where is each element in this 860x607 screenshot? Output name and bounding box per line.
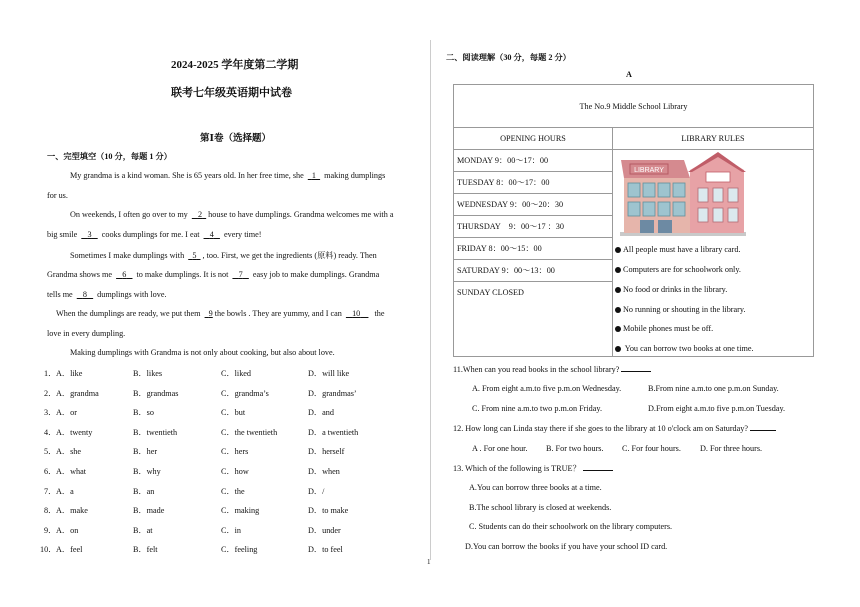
rule-item: Mobile phones must be off. [615,324,713,333]
option-number: 10． [40,545,57,555]
option-choice-b: B．likes [133,369,163,378]
hours-row: WEDNESDAY 9：00～20：30 [454,194,613,216]
question-13: 13. Which of the following is TRUE？ [453,463,613,474]
option-number: 3． [44,408,57,418]
passage-line: Making dumplings with Grandma is not only about cooking, but also about love. [70,348,335,357]
option-choice-d: D．to feel [308,545,343,555]
option-choice-d: D．will like [308,369,350,378]
option-choice-c: C．grandma’s [221,388,269,398]
option-choice-c: C．how [221,467,249,476]
passage-line: When the dumplings are ready, we put them 9 the bowls . They are yummy, and I can 10 the [56,309,385,318]
option-choice-a: A．on [56,525,79,535]
option-number: 5． [44,447,57,457]
option-choice-b: B．at [133,525,153,535]
option-choice-c: C．in [221,525,242,535]
option-choice-b: B．why [133,467,161,476]
hours-row: SATURDAY 9：00～13：00 [454,260,613,282]
option-choice-a: A．grandma [56,388,99,398]
hours-row: TUESDAY 8：00～17：00 [454,172,613,194]
option: C. Students can do their schoolwork on the library computers. [469,522,673,531]
library-building-illustration [618,150,748,238]
option-choice-b: B．grandmas [133,388,179,398]
bullet-icon [615,267,621,273]
option-choice-a: A．twenty [56,427,93,437]
exam-title: 联考七年级英语期中试卷 [171,87,292,99]
passage-line: On weekends, I often go over to my 2 house to have dumplings. Grandma welcomes me with a [70,210,394,219]
hours-row: SUNDAY CLOSED [454,282,613,357]
option-choice-d: D．a twentieth [308,427,359,437]
passage-line: Grandma shows me 6 to make dumplings. It is not 7 easy job to make dumplings. Grandma [47,270,380,279]
option-choice-d: D．grandmas’ [308,388,357,398]
option-choice-b: B．made [133,506,165,516]
option-choice-a: A．what [56,467,87,476]
volume-title: 第Ⅰ卷（选择题） [200,134,271,144]
blank-9: 9 [208,309,213,318]
bullet-icon [615,287,621,293]
part-label: A [626,70,632,79]
option-number: 6． [44,467,57,476]
option-number: 9． [44,525,57,535]
blank-3: 3 [87,230,92,239]
option-choice-d: D．and [308,408,334,418]
rule-item: Computers are for schoolwork only. [615,265,741,274]
option-choice-d: D．when [308,467,340,476]
option: D.From eight a.m.to five p.m.on Tuesday. [648,404,786,413]
option-choice-d: D．/ [308,486,325,496]
option-choice-c: C．making [221,506,260,516]
option: A. From eight a.m.to five p.m.on Wednesday. [472,384,622,393]
option-choice-a: A．she [56,447,82,457]
bullet-icon [615,247,621,253]
option-choice-b: B．an [133,486,155,496]
blank-1: 1 [311,171,316,180]
option-number: 2． [44,388,57,398]
page-number: 1 [427,558,431,566]
section1-heading: 一、完型填空（10 分，每题 1 分） [47,152,172,161]
option-choice-d: D．to make [308,506,349,516]
option: B. For two hours. [546,444,604,453]
option-choice-a: A．like [56,369,83,378]
option-choice-a: A．make [56,506,88,516]
rule-item: No food or drinks in the library. [615,285,727,294]
blank-2: 2 [197,210,203,219]
option-choice-c: C．the [221,486,245,496]
option: D.You can borrow the books if you have your school ID card. [465,542,668,551]
option-choice-d: D．under [308,525,341,535]
passage-line: My grandma is a kind woman. She is 65 years old. In her free time, she 1 making dumplings [70,171,386,180]
library-sign: LIBRARY [634,167,664,174]
option-number: 1． [44,369,57,378]
option: D. For three hours. [700,444,763,453]
hours-row: THURSDAY 9：00～17 ：30 [454,216,613,238]
hours-row: MONDAY 9：00～17：00 [454,150,613,172]
blank-4: 4 [209,230,214,239]
option-number: 8． [44,506,57,516]
bullet-icon [615,307,621,313]
blank-6: 6 [122,270,127,279]
option-choice-c: C．but [221,408,246,418]
option: B.From nine a.m.to one p.m.on Sunday. [648,384,779,393]
blank-8: 8 [82,290,87,299]
hours-row: FRIDAY 8：00～15：00 [454,238,613,260]
option-choice-c: C．hers [221,447,249,457]
option-choice-c: C．liked [221,369,252,378]
passage-line: love in every dumpling. [47,329,126,338]
option: C. For four hours. [622,444,681,453]
section2-heading: 二、阅读理解（30 分，每题 2 分） [446,53,571,62]
passage-line: for us. [47,191,68,200]
table-title: The No.9 Middle School Library [454,85,814,128]
rule-item: All people must have a library card. [615,245,741,254]
option-choice-b: B．her [133,447,158,457]
question-11: 11.When can you read books in the school library? [453,365,651,374]
option-choice-a: A．or [56,408,77,418]
passage-line: big smile 3 cooks dumplings for me. I eat 4 every time! [47,230,262,239]
option-number: 4． [44,427,57,437]
col-library-rules: LIBRARY RULES [613,128,814,150]
col-opening-hours: OPENING HOURS [454,128,613,150]
blank-10: 10 [352,309,361,318]
option: A.You can borrow three books at a time. [469,483,602,492]
option: B.The school library is closed at weekends. [469,503,612,512]
column-divider [430,40,431,560]
option: C. From nine a.m.to two p.m.on Friday. [472,404,603,413]
option: A . For one hour. [472,444,528,453]
option-number: 7． [44,486,57,496]
blank-5: 5 [192,251,197,260]
rule-item: You can borrow two books at one time. [615,344,754,353]
blank-7: 7 [238,270,243,279]
option-choice-c: C．feeling [221,545,258,555]
passage-line: tells me 8 dumplings with love. [47,290,167,299]
rule-item: No running or shouting in the library. [615,305,746,314]
option-choice-d: D．herself [308,447,345,457]
option-choice-a: A．a [56,486,74,496]
bullet-icon [615,346,621,352]
bullet-icon [615,326,621,332]
option-choice-c: C．the twentieth [221,427,278,437]
year-line: 2024-2025 学年度第二学期 [171,59,299,71]
passage-line: Sometimes I make dumplings with 5 , too. First, we get the ingredients (原料) ready. Then [70,251,377,260]
question-12: 12. How long can Linda stay there if she goes to the library at 10 o'clock am on Saturday? [453,424,776,433]
option-choice-b: B．felt [133,545,158,555]
option-choice-b: B．so [133,408,154,418]
option-choice-a: A．feel [56,545,83,555]
option-choice-b: B．twentieth [133,427,178,437]
